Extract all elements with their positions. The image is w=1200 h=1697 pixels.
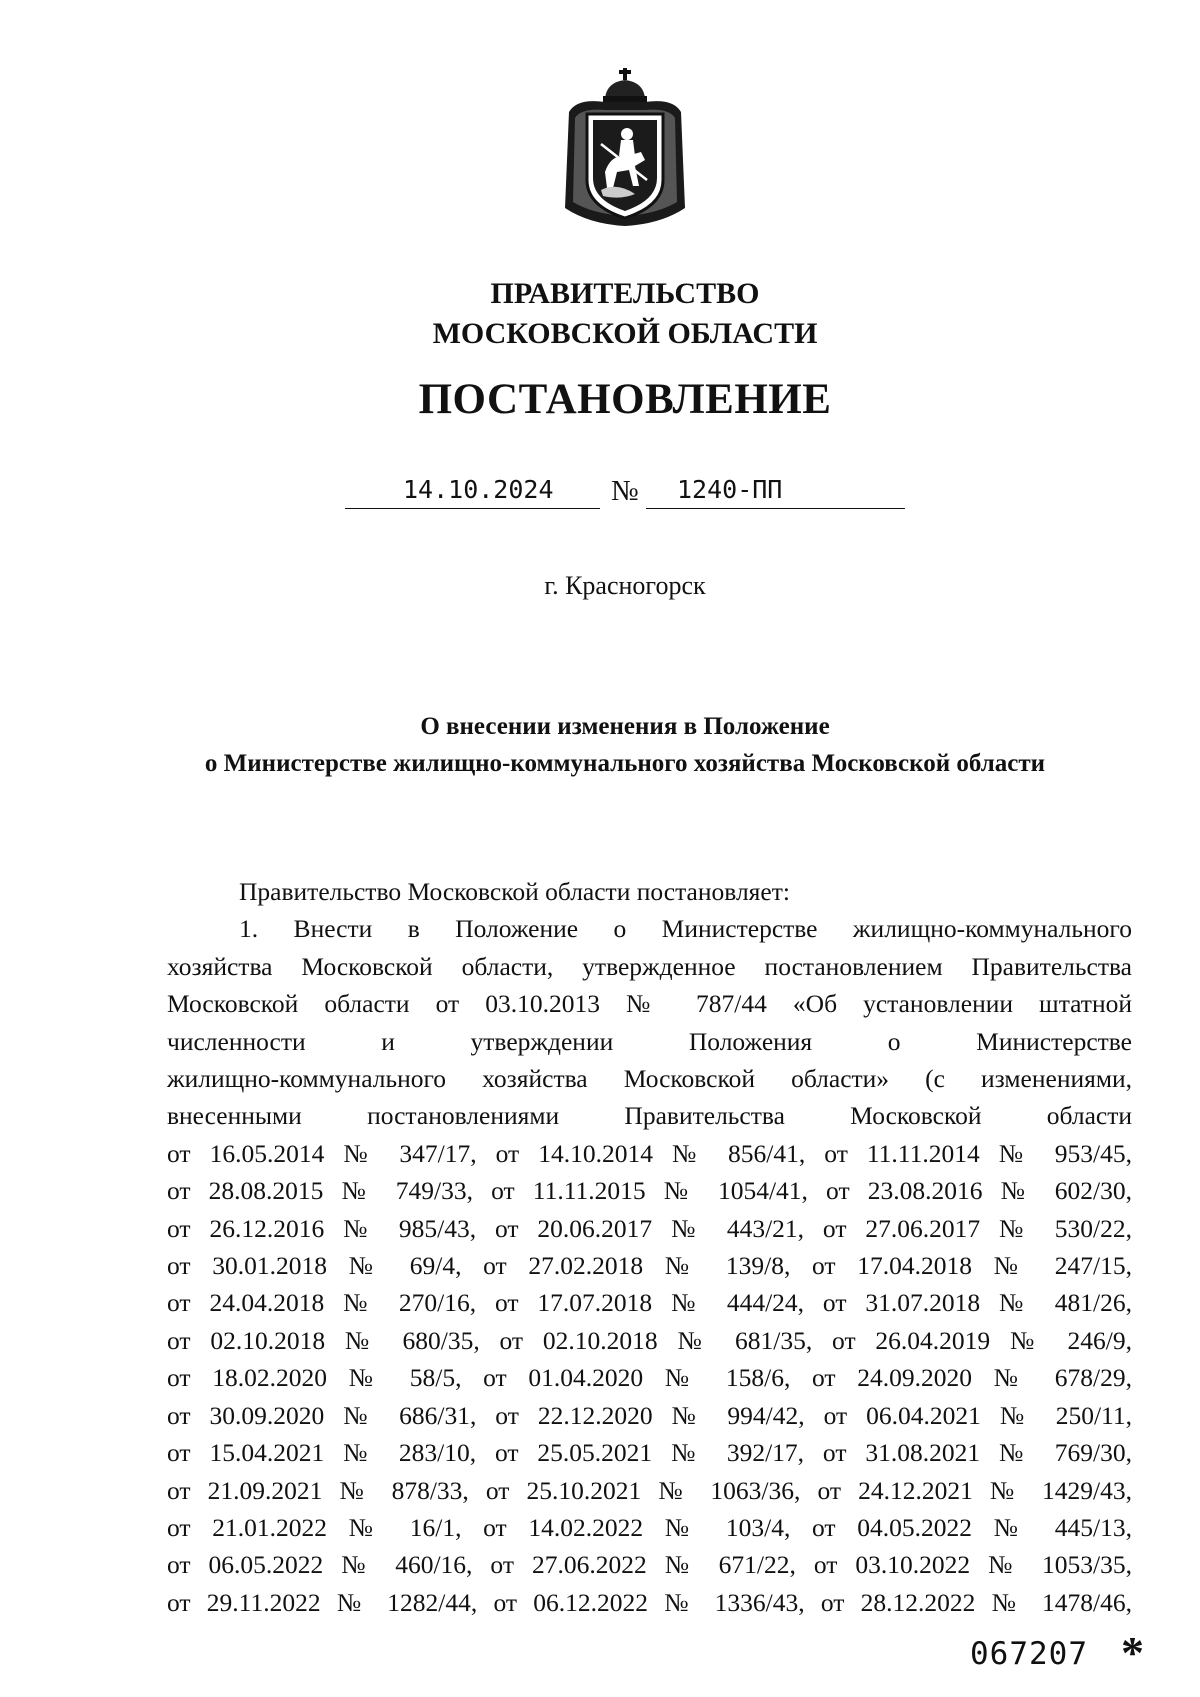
form-serial-number: 067207 <box>970 1636 1088 1672</box>
body-item-1 <box>167 910 1132 1621</box>
body-line: 1. Внести в Положение о Министерстве жилищно-коммунального <box>239 914 1132 944</box>
document-number: 1240-ПП <box>677 475 783 504</box>
date-underline <box>345 508 600 509</box>
org-line-1: ПРАВИТЕЛЬСТВО <box>490 277 760 310</box>
subject-line-1: О внесении изменения в Положение <box>420 713 830 740</box>
body-line: хозяйства Московской области, утвержденное постановлением Правительства <box>167 951 1132 981</box>
body-line: от 24.04.2018 № 270/16, от 17.07.2018 № 444/24, от 31.07.2018 № 481/26, <box>167 1288 1132 1318</box>
body-intro: Правительство Московской области постановляет: <box>239 877 790 906</box>
body-line: жилищно-коммунального хозяйства Московской области» (с изменениями, <box>167 1064 1132 1094</box>
body-line: Московской области от 03.10.2013 № 787/44 «Об установлении штатной <box>167 989 1132 1019</box>
body-line: от 21.01.2022 № 16/1, от 14.02.2022 № 103/4, от 04.05.2022 № 445/13, <box>167 1512 1132 1542</box>
document-subject <box>0 708 1200 782</box>
body-line: от 29.11.2022 № 1282/44, от 06.12.2022 № 1336/43, от 28.12.2022 № 1478/46, <box>167 1587 1132 1617</box>
body-line: от 26.12.2016 № 985/43, от 20.06.2017 № 443/21, от 27.06.2017 № 530/22, <box>167 1213 1132 1243</box>
body-line: от 02.10.2018 № 680/35, от 02.10.2018 № 681/35, от 26.04.2019 № 246/9, <box>167 1325 1132 1355</box>
number-underline <box>646 508 905 509</box>
body-line: от 30.01.2018 № 69/4, от 27.02.2018 № 139/8, от 17.04.2018 № 247/15, <box>167 1251 1132 1281</box>
org-line-2: МОСКОВСКОЙ ОБЛАСТИ <box>432 317 818 350</box>
document-body <box>167 873 1132 1621</box>
body-line: от 06.05.2022 № 460/16, от 27.06.2022 № 671/22, от 03.10.2022 № 1053/35, <box>167 1550 1132 1580</box>
organization-name <box>0 274 1200 354</box>
body-line: от 18.02.2020 № 58/5, от 01.04.2020 № 158/6, от 24.09.2020 № 678/29, <box>167 1363 1132 1393</box>
body-line: от 15.04.2021 № 283/10, от 25.05.2021 № 392/17, от 31.08.2021 № 769/30, <box>167 1438 1132 1468</box>
body-line: внесенными постановлениями Правительства Московской области <box>167 1101 1132 1131</box>
body-line: от 30.09.2020 № 686/31, от 22.12.2020 № 994/42, от 06.04.2021 № 250/11, <box>167 1400 1132 1430</box>
document-date: 14.10.2024 <box>403 475 554 504</box>
coat-of-arms-icon <box>561 68 689 230</box>
date-number-line <box>345 473 905 513</box>
body-line: от 16.05.2014 № 347/17, от 14.10.2014 № 856/41, от 11.11.2014 № 953/45, <box>167 1138 1132 1168</box>
body-line: численности и утверждении Положения о Министерстве <box>167 1026 1132 1056</box>
body-line: от 28.08.2015 № 749/33, от 11.11.2015 № 1054/41, от 23.08.2016 № 602/30, <box>167 1176 1132 1206</box>
city-name: г. Красногорск <box>544 571 706 600</box>
asterisk-mark: * <box>1121 1627 1144 1678</box>
body-line: от 21.09.2021 № 878/33, от 25.10.2021 № 1063/36, от 24.12.2021 № 1429/43, <box>167 1475 1132 1505</box>
document-type-title: ПОСТАНОВЛЕНИЕ <box>418 376 832 423</box>
subject-line-2: о Министерстве жилищно-коммунального хозяйства Московской области <box>204 750 1046 777</box>
number-sign: № <box>611 475 639 507</box>
